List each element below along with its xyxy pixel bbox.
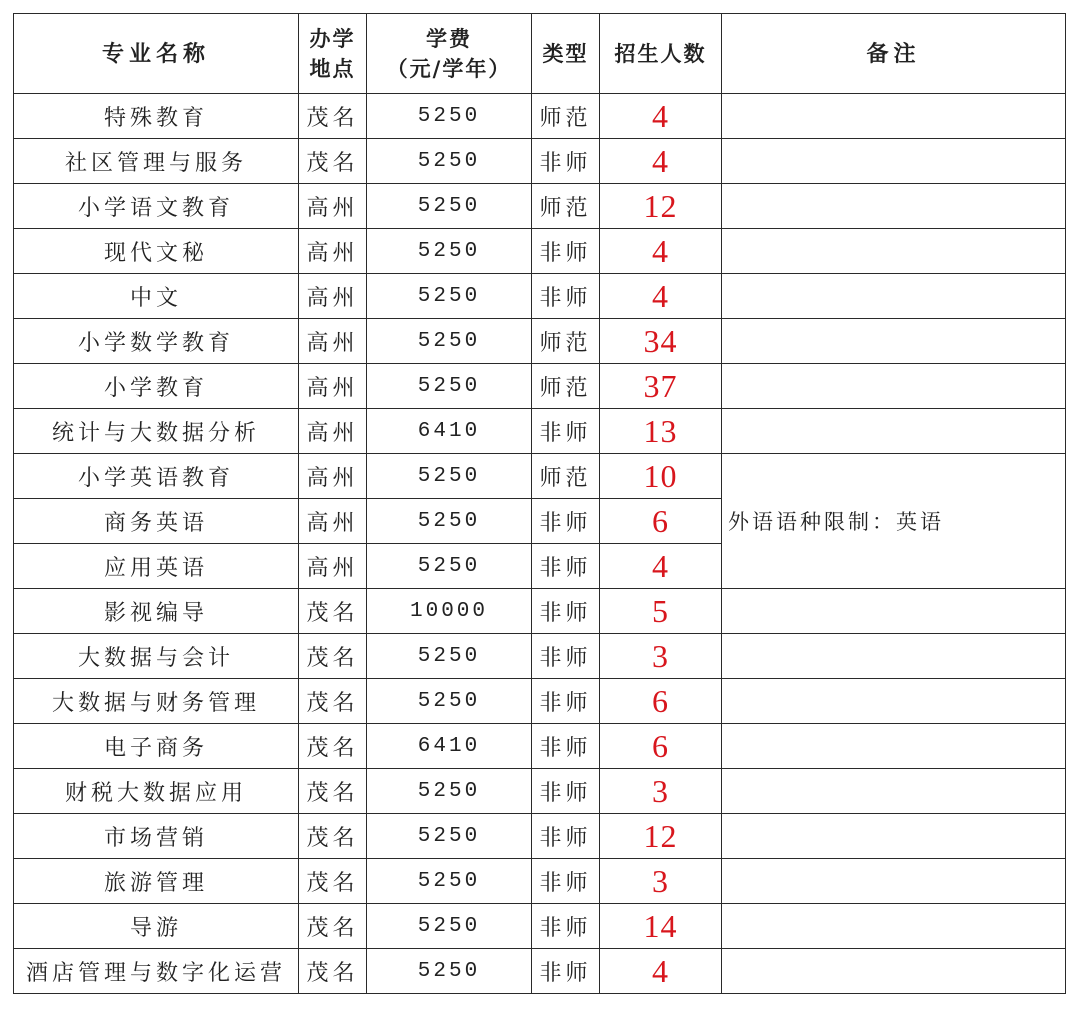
table-row (14, 94, 1066, 139)
major-cell: 旅游管理 (14, 859, 299, 904)
campus-cell: 茂名 (299, 724, 367, 769)
campus-cell: 茂名 (299, 139, 367, 184)
header-fee (367, 14, 532, 94)
remark-cell (722, 679, 1066, 724)
enrollment-count-cell: 4 (600, 544, 722, 589)
major-cell: 小学英语教育 (14, 454, 299, 499)
table-body (14, 94, 1066, 994)
table-row (14, 949, 1066, 994)
major-cell: 统计与大数据分析 (14, 409, 299, 454)
type-cell: 非师 (532, 589, 600, 634)
major-cell: 小学数学教育 (14, 319, 299, 364)
fee-cell: 5250 (367, 94, 532, 139)
campus-cell: 茂名 (299, 769, 367, 814)
fee-cell: 5250 (367, 184, 532, 229)
campus-cell: 高州 (299, 184, 367, 229)
campus-cell: 茂名 (299, 859, 367, 904)
type-cell: 非师 (532, 229, 600, 274)
header-count: 招生人数 (600, 14, 722, 94)
major-cell: 应用英语 (14, 544, 299, 589)
major-cell: 小学语文教育 (14, 184, 299, 229)
type-cell: 非师 (532, 274, 600, 319)
campus-cell: 茂名 (299, 94, 367, 139)
enrollment-count-cell: 6 (600, 679, 722, 724)
enrollment-count-cell: 3 (600, 859, 722, 904)
remark-cell (722, 409, 1066, 454)
campus-cell: 高州 (299, 274, 367, 319)
fee-cell: 6410 (367, 409, 532, 454)
table-row (14, 319, 1066, 364)
header-campus-line2: 地点 (309, 55, 356, 81)
campus-cell: 高州 (299, 229, 367, 274)
enrollment-count-cell: 10 (600, 454, 722, 499)
type-cell: 非师 (532, 409, 600, 454)
remark-cell (722, 94, 1066, 139)
type-cell: 非师 (532, 724, 600, 769)
campus-cell: 茂名 (299, 679, 367, 724)
major-cell: 特殊教育 (14, 94, 299, 139)
fee-cell: 5250 (367, 319, 532, 364)
major-cell: 影视编导 (14, 589, 299, 634)
remark-cell (722, 319, 1066, 364)
table-row (14, 679, 1066, 724)
enrollment-count-cell: 4 (600, 94, 722, 139)
header-type: 类型 (532, 14, 600, 94)
major-cell: 财税大数据应用 (14, 769, 299, 814)
table-row (14, 814, 1066, 859)
table-row (14, 229, 1066, 274)
major-cell: 电子商务 (14, 724, 299, 769)
table-row (14, 904, 1066, 949)
remark-cell (722, 364, 1066, 409)
major-cell: 商务英语 (14, 499, 299, 544)
type-cell: 非师 (532, 139, 600, 184)
campus-cell: 高州 (299, 319, 367, 364)
major-cell: 小学教育 (14, 364, 299, 409)
campus-cell: 高州 (299, 409, 367, 454)
fee-cell: 6410 (367, 724, 532, 769)
fee-cell: 5250 (367, 634, 532, 679)
header-major: 专业名称 (14, 14, 299, 94)
remark-cell (722, 769, 1066, 814)
major-cell: 大数据与财务管理 (14, 679, 299, 724)
type-cell: 非师 (532, 544, 600, 589)
fee-cell: 5250 (367, 364, 532, 409)
table-row (14, 364, 1066, 409)
type-cell: 非师 (532, 499, 600, 544)
header-fee-line2: （元/学年） (386, 55, 512, 81)
major-cell: 酒店管理与数字化运营 (14, 949, 299, 994)
fee-cell: 5250 (367, 454, 532, 499)
type-cell: 非师 (532, 814, 600, 859)
major-cell: 中文 (14, 274, 299, 319)
header-remark: 备注 (722, 14, 1066, 94)
fee-cell: 10000 (367, 589, 532, 634)
type-cell: 非师 (532, 949, 600, 994)
remark-cell (722, 859, 1066, 904)
major-cell: 现代文秘 (14, 229, 299, 274)
enrollment-count-cell: 4 (600, 274, 722, 319)
campus-cell: 茂名 (299, 589, 367, 634)
major-cell: 大数据与会计 (14, 634, 299, 679)
enrollment-count-cell: 4 (600, 139, 722, 184)
fee-cell: 5250 (367, 859, 532, 904)
campus-cell: 高州 (299, 364, 367, 409)
type-cell: 师范 (532, 94, 600, 139)
header-campus (299, 14, 367, 94)
enrollment-count-cell: 3 (600, 769, 722, 814)
remark-cell (722, 589, 1066, 634)
remark-cell (722, 229, 1066, 274)
admissions-table (13, 13, 1066, 994)
remark-cell (722, 724, 1066, 769)
table-row (14, 634, 1066, 679)
enrollment-count-cell: 5 (600, 589, 722, 634)
table-row (14, 454, 1066, 499)
campus-cell: 高州 (299, 454, 367, 499)
table-row (14, 274, 1066, 319)
campus-cell: 高州 (299, 544, 367, 589)
type-cell: 非师 (532, 769, 600, 814)
enrollment-count-cell: 6 (600, 499, 722, 544)
fee-cell: 5250 (367, 274, 532, 319)
enrollment-count-cell: 12 (600, 814, 722, 859)
remark-cell (722, 274, 1066, 319)
remark-cell (722, 949, 1066, 994)
major-cell: 导游 (14, 904, 299, 949)
remark-cell (722, 904, 1066, 949)
remark-cell (722, 139, 1066, 184)
fee-cell: 5250 (367, 139, 532, 184)
remark-cell (722, 184, 1066, 229)
major-cell: 社区管理与服务 (14, 139, 299, 184)
type-cell: 非师 (532, 679, 600, 724)
type-cell: 师范 (532, 364, 600, 409)
fee-cell: 5250 (367, 679, 532, 724)
fee-cell: 5250 (367, 904, 532, 949)
table-row (14, 409, 1066, 454)
table-row (14, 859, 1066, 904)
fee-cell: 5250 (367, 499, 532, 544)
type-cell: 非师 (532, 904, 600, 949)
type-cell: 非师 (532, 634, 600, 679)
enrollment-count-cell: 4 (600, 949, 722, 994)
type-cell: 师范 (532, 319, 600, 364)
enrollment-count-cell: 34 (600, 319, 722, 364)
remark-cell-language-restriction: 外语语种限制：英语 (722, 454, 1066, 589)
campus-cell: 茂名 (299, 634, 367, 679)
enrollment-count-cell: 6 (600, 724, 722, 769)
enrollment-count-cell: 4 (600, 229, 722, 274)
table-row (14, 769, 1066, 814)
type-cell: 师范 (532, 184, 600, 229)
enrollment-count-cell: 37 (600, 364, 722, 409)
fee-cell: 5250 (367, 814, 532, 859)
fee-cell: 5250 (367, 544, 532, 589)
fee-cell: 5250 (367, 229, 532, 274)
enrollment-count-cell: 3 (600, 634, 722, 679)
table-header-row (14, 14, 1066, 94)
campus-cell: 高州 (299, 499, 367, 544)
enrollment-count-cell: 12 (600, 184, 722, 229)
enrollment-count-cell: 14 (600, 904, 722, 949)
remark-cell (722, 814, 1066, 859)
campus-cell: 茂名 (299, 949, 367, 994)
table-row (14, 589, 1066, 634)
type-cell: 师范 (532, 454, 600, 499)
campus-cell: 茂名 (299, 904, 367, 949)
header-fee-line1: 学费 (426, 25, 472, 51)
type-cell: 非师 (532, 859, 600, 904)
header-campus-line1: 办学 (309, 25, 356, 51)
enrollment-count-cell: 13 (600, 409, 722, 454)
campus-cell: 茂名 (299, 814, 367, 859)
fee-cell: 5250 (367, 949, 532, 994)
table-row (14, 724, 1066, 769)
major-cell: 市场营销 (14, 814, 299, 859)
table-row (14, 139, 1066, 184)
fee-cell: 5250 (367, 769, 532, 814)
admissions-table-container (13, 13, 1066, 994)
table-row (14, 184, 1066, 229)
remark-cell (722, 634, 1066, 679)
